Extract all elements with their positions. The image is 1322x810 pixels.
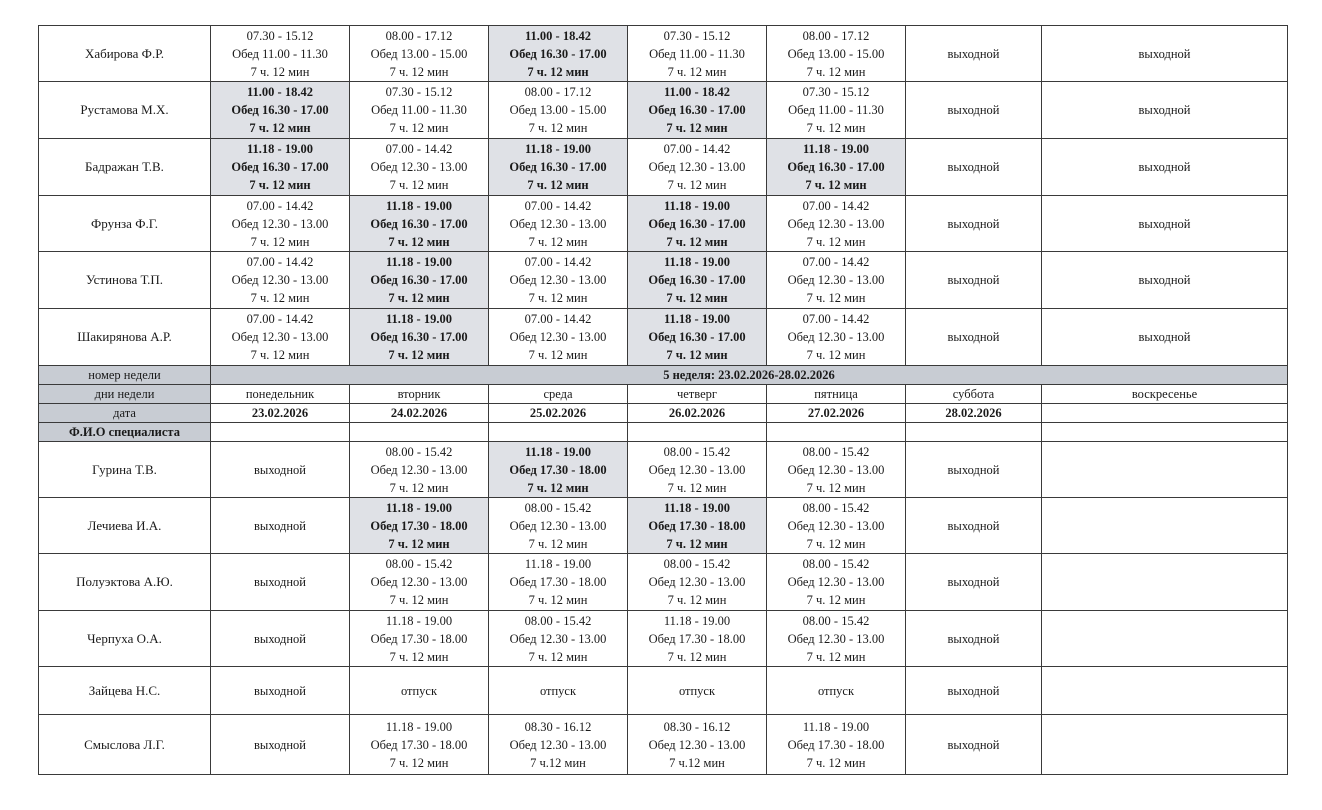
shift-cell xyxy=(628,252,767,309)
shift-duration: 7 ч. 12 мин xyxy=(250,64,310,79)
day-off-cell: выходной xyxy=(906,715,1042,775)
employee-name: Полуэктова А.Ю. xyxy=(39,554,211,611)
shift-cell xyxy=(350,196,489,252)
table-row xyxy=(39,667,1288,715)
employee-name: Фрунза Ф.Г. xyxy=(39,196,211,252)
lunch-break: Обед 12.30 - 13.00 xyxy=(509,737,607,752)
shift-hours: 07.30 - 15.12 xyxy=(663,28,731,43)
day-off-cell xyxy=(1042,611,1288,667)
shift-duration: 7 ч. 12 мин xyxy=(527,480,589,495)
shift-hours: 07.00 - 14.42 xyxy=(524,198,592,213)
table-row xyxy=(39,139,1288,196)
shift-duration: 7 ч. 12 мин xyxy=(528,593,588,607)
table-row xyxy=(39,442,1288,498)
lunch-break: Обед 16.30 - 17.00 xyxy=(370,273,468,287)
day-off-cell: отпуск xyxy=(767,667,906,715)
lunch-break: Обед 11.00 - 11.30 xyxy=(649,46,745,61)
day-header: вторник xyxy=(350,385,489,404)
day-off-cell xyxy=(1042,498,1288,554)
table-row xyxy=(39,82,1288,139)
shift-cell xyxy=(628,139,767,196)
lunch-break: Обед 16.30 - 17.00 xyxy=(648,103,746,117)
date-header: 24.02.2026 xyxy=(350,404,489,423)
lunch-break: Обед 12.30 - 13.00 xyxy=(509,631,607,646)
shift-duration: 7 ч. 12 мин xyxy=(806,121,866,135)
table-row xyxy=(39,611,1288,667)
shift-cell xyxy=(350,26,489,82)
shift-duration: 7 ч. 12 мин xyxy=(666,536,728,551)
day-off-cell: отпуск xyxy=(489,667,628,715)
day-header: суббота xyxy=(906,385,1042,404)
shift-duration: 7 ч. 12 мин xyxy=(528,234,588,249)
shift-hours: 11.18 - 19.00 xyxy=(664,312,730,326)
shift-cell xyxy=(489,26,628,82)
shift-hours: 08.00 - 15.42 xyxy=(802,557,870,571)
shift-cell xyxy=(628,82,767,139)
shift-cell xyxy=(628,196,767,252)
table-row xyxy=(39,554,1288,611)
day-off-cell: выходной xyxy=(906,554,1042,611)
shift-duration: 7 ч. 12 мин xyxy=(528,348,588,362)
shift-cell xyxy=(767,554,906,611)
shift-cell xyxy=(489,139,628,196)
shift-hours: 07.00 - 14.42 xyxy=(802,198,870,213)
empty-cell xyxy=(211,423,350,442)
lunch-break: Обед 12.30 - 13.00 xyxy=(648,462,746,477)
shift-duration: 7 ч. 12 мин xyxy=(527,64,589,79)
shift-duration: 7 ч. 12 мин xyxy=(389,593,449,607)
lunch-break: Обед 16.30 - 17.00 xyxy=(509,160,607,174)
shift-duration: 7 ч. 12 мин xyxy=(805,178,867,192)
shift-hours: 07.30 - 15.12 xyxy=(246,28,314,43)
day-off-cell: выходной xyxy=(1042,26,1288,82)
day-off-cell: выходной xyxy=(906,309,1042,366)
shift-hours: 11.18 - 19.00 xyxy=(802,719,870,734)
shift-duration: 7 ч. 12 мин xyxy=(389,755,449,770)
shift-duration: 7 ч. 12 мин xyxy=(806,234,866,249)
shift-cell xyxy=(767,611,906,667)
table-row xyxy=(39,498,1288,554)
lunch-break: Обед 17.30 - 18.00 xyxy=(370,631,468,646)
shift-duration: 7 ч. 12 мин xyxy=(388,291,450,305)
shift-duration: 7 ч. 12 мин xyxy=(806,64,866,79)
lunch-break: Обед 12.30 - 13.00 xyxy=(231,330,329,344)
date-header: 25.02.2026 xyxy=(489,404,628,423)
shift-hours: 07.30 - 15.12 xyxy=(385,85,453,99)
shift-hours: 08.00 - 15.42 xyxy=(802,613,870,628)
shift-cell xyxy=(767,82,906,139)
shift-duration: 7 ч. 12 мин xyxy=(528,291,588,305)
shift-duration: 7 ч. 12 мин xyxy=(666,291,728,305)
employee-name: Шакирянова А.Р. xyxy=(39,309,211,366)
shift-cell xyxy=(628,26,767,82)
shift-hours: 08.30 - 16.12 xyxy=(524,719,592,734)
empty-cell xyxy=(489,423,628,442)
shift-cell xyxy=(350,498,489,554)
shift-cell xyxy=(767,309,906,366)
shift-duration: 7 ч. 12 мин xyxy=(389,178,449,192)
employee-name: Гурина Т.В. xyxy=(39,442,211,498)
lunch-break: Обед 16.30 - 17.00 xyxy=(648,273,746,287)
lunch-break: Обед 12.30 - 13.00 xyxy=(509,273,607,287)
shift-duration: 7 ч. 12 мин xyxy=(250,348,310,362)
shift-hours: 07.00 - 14.42 xyxy=(524,255,592,269)
shift-cell xyxy=(628,554,767,611)
lunch-break: Обед 12.30 - 13.00 xyxy=(648,737,746,752)
shift-hours: 08.00 - 17.12 xyxy=(385,28,453,43)
shift-cell xyxy=(350,611,489,667)
lunch-break: Обед 12.30 - 13.00 xyxy=(787,216,885,231)
shift-hours: 11.18 - 19.00 xyxy=(247,142,313,156)
shift-hours: 11.18 - 19.00 xyxy=(386,312,452,326)
shift-cell xyxy=(628,498,767,554)
shift-duration: 7 ч. 12 мин xyxy=(806,755,866,770)
lunch-break: Обед 12.30 - 13.00 xyxy=(787,462,885,477)
day-header: понедельник xyxy=(211,385,350,404)
shift-duration: 7 ч. 12 мин xyxy=(806,536,866,551)
shift-duration: 7 ч. 12 мин xyxy=(667,64,727,79)
shift-duration: 7 ч. 12 мин xyxy=(667,178,727,192)
shift-cell xyxy=(628,442,767,498)
employee-name: Лечиева И.А. xyxy=(39,498,211,554)
shift-duration: 7 ч. 12 мин xyxy=(806,348,866,362)
day-off-cell: выходной xyxy=(211,498,350,554)
shift-duration: 7 ч.12 мин xyxy=(530,755,586,770)
shift-duration: 7 ч. 12 мин xyxy=(388,348,450,362)
shift-cell xyxy=(350,442,489,498)
shift-duration: 7 ч.12 мин xyxy=(669,755,725,770)
shift-cell xyxy=(767,139,906,196)
shift-hours: 07.00 - 14.42 xyxy=(802,312,870,326)
employee-name: Зайцева Н.С. xyxy=(39,667,211,715)
lunch-break: Обед 12.30 - 13.00 xyxy=(509,330,607,344)
lunch-break: Обед 17.30 - 18.00 xyxy=(787,737,885,752)
table-row xyxy=(39,196,1288,252)
lunch-break: Обед 16.30 - 17.00 xyxy=(370,216,468,231)
shift-hours: 11.18 - 19.00 xyxy=(525,142,591,156)
lunch-break: Обед 11.00 - 11.30 xyxy=(788,103,884,117)
lunch-break: Обед 17.30 - 18.00 xyxy=(648,518,746,533)
lunch-break: Обед 16.30 - 17.00 xyxy=(648,330,746,344)
schedule-table xyxy=(38,25,1288,775)
day-off-cell: выходной xyxy=(1042,196,1288,252)
shift-hours: 08.00 - 15.42 xyxy=(663,557,731,571)
shift-cell xyxy=(350,252,489,309)
days-label: дни недели xyxy=(39,385,211,404)
week-title: 5 неделя: 23.02.2026-28.02.2026 xyxy=(211,366,1288,385)
shift-hours: 08.00 - 17.12 xyxy=(524,85,592,99)
shift-hours: 11.00 - 18.42 xyxy=(525,28,591,43)
day-off-cell: выходной xyxy=(211,715,350,775)
day-off-cell: выходной xyxy=(906,82,1042,139)
day-header: четверг xyxy=(628,385,767,404)
lunch-break: Обед 16.30 - 17.00 xyxy=(509,46,607,61)
shift-hours: 11.18 - 19.00 xyxy=(803,142,869,156)
shift-duration: 7 ч. 12 мин xyxy=(528,649,588,664)
shift-cell xyxy=(489,196,628,252)
shift-duration: 7 ч. 12 мин xyxy=(250,291,310,305)
shift-cell xyxy=(767,442,906,498)
shift-hours: 11.18 - 19.00 xyxy=(385,719,453,734)
week-number-label: номер недели xyxy=(39,366,211,385)
lunch-break: Обед 13.00 - 15.00 xyxy=(787,46,885,61)
shift-cell xyxy=(211,26,350,82)
shift-hours: 08.00 - 15.42 xyxy=(802,500,870,515)
employee-name: Бадражан Т.В. xyxy=(39,139,211,196)
day-off-cell: выходной xyxy=(906,252,1042,309)
employee-name: Хабирова Ф.Р. xyxy=(39,26,211,82)
lunch-break: Обед 12.30 - 13.00 xyxy=(370,160,468,174)
day-off-cell: выходной xyxy=(906,139,1042,196)
shift-hours: 08.00 - 15.42 xyxy=(524,613,592,628)
shift-hours: 07.00 - 14.42 xyxy=(246,198,314,213)
shift-duration: 7 ч. 12 мин xyxy=(250,234,310,249)
shift-duration: 7 ч. 12 мин xyxy=(528,121,588,135)
day-off-cell: выходной xyxy=(211,667,350,715)
day-off-cell xyxy=(1042,442,1288,498)
lunch-break: Обед 11.00 - 11.30 xyxy=(232,46,328,61)
table-row xyxy=(39,309,1288,366)
shift-hours: 11.18 - 19.00 xyxy=(386,255,452,269)
day-off-cell xyxy=(1042,715,1288,775)
lunch-break: Обед 16.30 - 17.00 xyxy=(787,160,885,174)
empty-cell xyxy=(767,423,906,442)
lunch-break: Обед 12.30 - 13.00 xyxy=(509,216,607,231)
day-header: среда xyxy=(489,385,628,404)
shift-hours: 11.18 - 19.00 xyxy=(524,557,592,571)
shift-hours: 07.30 - 15.12 xyxy=(802,85,870,99)
lunch-break: Обед 13.00 - 15.00 xyxy=(509,103,607,117)
lunch-break: Обед 17.30 - 18.00 xyxy=(509,462,607,477)
day-off-cell: выходной xyxy=(211,554,350,611)
shift-duration: 7 ч. 12 мин xyxy=(666,234,728,249)
shift-hours: 11.18 - 19.00 xyxy=(664,500,730,515)
empty-cell xyxy=(1042,423,1288,442)
lunch-break: Обед 12.30 - 13.00 xyxy=(787,330,885,344)
shift-cell xyxy=(211,139,350,196)
lunch-break: Обед 17.30 - 18.00 xyxy=(648,631,746,646)
shift-cell xyxy=(489,82,628,139)
shift-duration: 7 ч. 12 мин xyxy=(527,178,589,192)
shift-hours: 08.00 - 15.42 xyxy=(385,444,453,459)
shift-hours: 11.00 - 18.42 xyxy=(247,85,313,99)
date-label: дата xyxy=(39,404,211,423)
shift-duration: 7 ч. 12 мин xyxy=(389,64,449,79)
shift-hours: 11.18 - 19.00 xyxy=(525,444,591,459)
shift-hours: 07.00 - 14.42 xyxy=(663,142,731,156)
empty-cell xyxy=(628,423,767,442)
shift-cell xyxy=(628,309,767,366)
shift-cell xyxy=(489,498,628,554)
employee-name: Смыслова Л.Г. xyxy=(39,715,211,775)
shift-hours: 07.00 - 14.42 xyxy=(246,312,314,326)
lunch-break: Обед 12.30 - 13.00 xyxy=(231,216,329,231)
shift-cell xyxy=(350,309,489,366)
week4-rows xyxy=(39,26,1288,366)
lunch-break: Обед 12.30 - 13.00 xyxy=(787,518,885,533)
shift-duration: 7 ч. 12 мин xyxy=(667,649,727,664)
shift-cell xyxy=(350,82,489,139)
table-row xyxy=(39,715,1288,775)
shift-hours: 11.18 - 19.00 xyxy=(386,198,452,213)
shift-cell xyxy=(628,715,767,775)
lunch-break: Обед 11.00 - 11.30 xyxy=(371,103,467,117)
shift-cell xyxy=(767,26,906,82)
lunch-break: Обед 16.30 - 17.00 xyxy=(370,330,468,344)
shift-hours: 07.00 - 14.42 xyxy=(802,255,870,269)
shift-hours: 07.00 - 14.42 xyxy=(246,255,314,269)
shift-hours: 08.00 - 15.42 xyxy=(802,444,870,459)
day-off-cell xyxy=(1042,554,1288,611)
day-header: пятница xyxy=(767,385,906,404)
shift-hours: 08.00 - 15.42 xyxy=(524,500,592,515)
shift-cell xyxy=(350,554,489,611)
day-off-cell xyxy=(1042,667,1288,715)
week5-rows xyxy=(39,442,1288,775)
shift-hours: 07.00 - 14.42 xyxy=(524,312,592,326)
week5-header xyxy=(39,366,1288,442)
shift-duration: 7 ч. 12 мин xyxy=(667,593,727,607)
shift-duration: 7 ч. 12 мин xyxy=(806,593,866,607)
shift-cell xyxy=(211,82,350,139)
day-off-cell: выходной xyxy=(906,26,1042,82)
shift-cell xyxy=(489,611,628,667)
lunch-break: Обед 16.30 - 17.00 xyxy=(231,103,329,117)
shift-cell xyxy=(767,715,906,775)
lunch-break: Обед 17.30 - 18.00 xyxy=(370,737,468,752)
lunch-break: Обед 12.30 - 13.00 xyxy=(648,160,746,174)
day-off-cell: выходной xyxy=(211,611,350,667)
day-off-cell: выходной xyxy=(906,611,1042,667)
lunch-break: Обед 17.30 - 18.00 xyxy=(370,518,468,533)
table-row xyxy=(39,26,1288,82)
shift-duration: 7 ч. 12 мин xyxy=(388,234,450,249)
shift-duration: 7 ч. 12 мин xyxy=(666,121,728,135)
shift-hours: 11.18 - 19.00 xyxy=(386,500,452,515)
shift-cell xyxy=(211,252,350,309)
day-off-cell: выходной xyxy=(906,196,1042,252)
shift-duration: 7 ч. 12 мин xyxy=(389,649,449,664)
shift-cell xyxy=(489,309,628,366)
day-off-cell: выходной xyxy=(1042,309,1288,366)
shift-duration: 7 ч. 12 мин xyxy=(249,178,311,192)
fio-label: Ф.И.О специалиста xyxy=(39,423,211,442)
shift-cell xyxy=(767,196,906,252)
lunch-break: Обед 12.30 - 13.00 xyxy=(370,575,468,589)
shift-hours: 11.18 - 19.00 xyxy=(663,613,731,628)
day-off-cell: отпуск xyxy=(350,667,489,715)
shift-duration: 7 ч. 12 мин xyxy=(528,536,588,551)
table-row xyxy=(39,252,1288,309)
day-off-cell: отпуск xyxy=(628,667,767,715)
shift-duration: 7 ч. 12 мин xyxy=(249,121,311,135)
shift-hours: 08.00 - 15.42 xyxy=(385,557,453,571)
shift-cell xyxy=(489,252,628,309)
shift-cell xyxy=(489,442,628,498)
lunch-break: Обед 13.00 - 15.00 xyxy=(370,46,468,61)
shift-cell xyxy=(767,252,906,309)
date-header: 28.02.2026 xyxy=(906,404,1042,423)
shift-hours: 11.18 - 19.00 xyxy=(385,613,453,628)
day-off-cell: выходной xyxy=(906,667,1042,715)
shift-cell xyxy=(350,139,489,196)
shift-hours: 08.00 - 15.42 xyxy=(663,444,731,459)
day-off-cell: выходной xyxy=(906,442,1042,498)
date-header xyxy=(1042,404,1288,423)
lunch-break: Обед 12.30 - 13.00 xyxy=(787,273,885,287)
lunch-break: Обед 16.30 - 17.00 xyxy=(231,160,329,174)
shift-hours: 08.00 - 17.12 xyxy=(802,28,870,43)
empty-cell xyxy=(350,423,489,442)
day-off-cell: выходной xyxy=(1042,82,1288,139)
lunch-break: Обед 12.30 - 13.00 xyxy=(370,462,468,477)
shift-cell xyxy=(767,498,906,554)
employee-name: Устинова Т.П. xyxy=(39,252,211,309)
lunch-break: Обед 17.30 - 18.00 xyxy=(509,575,607,589)
shift-duration: 7 ч. 12 мин xyxy=(666,348,728,362)
shift-duration: 7 ч. 12 мин xyxy=(389,480,449,495)
date-header: 27.02.2026 xyxy=(767,404,906,423)
shift-cell xyxy=(211,309,350,366)
empty-cell xyxy=(906,423,1042,442)
shift-cell xyxy=(350,715,489,775)
shift-duration: 7 ч. 12 мин xyxy=(667,480,727,495)
lunch-break: Обед 16.30 - 17.00 xyxy=(648,216,746,231)
shift-duration: 7 ч. 12 мин xyxy=(806,291,866,305)
shift-hours: 11.00 - 18.42 xyxy=(664,85,730,99)
day-off-cell: выходной xyxy=(1042,252,1288,309)
lunch-break: Обед 12.30 - 13.00 xyxy=(509,518,607,533)
shift-hours: 08.30 - 16.12 xyxy=(663,719,731,734)
shift-duration: 7 ч. 12 мин xyxy=(388,536,450,551)
day-off-cell: выходной xyxy=(906,498,1042,554)
day-header: воскресенье xyxy=(1042,385,1288,404)
lunch-break: Обед 12.30 - 13.00 xyxy=(648,575,746,589)
shift-hours: 11.18 - 19.00 xyxy=(664,198,730,213)
employee-name: Черпуха О.А. xyxy=(39,611,211,667)
shift-hours: 07.00 - 14.42 xyxy=(385,142,453,156)
lunch-break: Обед 12.30 - 13.00 xyxy=(787,631,885,646)
day-off-cell: выходной xyxy=(1042,139,1288,196)
day-off-cell: выходной xyxy=(211,442,350,498)
lunch-break: Обед 12.30 - 13.00 xyxy=(787,575,885,589)
shift-duration: 7 ч. 12 мин xyxy=(389,121,449,135)
shift-hours: 11.18 - 19.00 xyxy=(664,255,730,269)
lunch-break: Обед 12.30 - 13.00 xyxy=(231,273,329,287)
employee-name: Рустамова М.Х. xyxy=(39,82,211,139)
shift-cell xyxy=(211,196,350,252)
date-header: 26.02.2026 xyxy=(628,404,767,423)
shift-cell xyxy=(628,611,767,667)
date-header: 23.02.2026 xyxy=(211,404,350,423)
shift-cell xyxy=(489,715,628,775)
shift-cell xyxy=(489,554,628,611)
shift-duration: 7 ч. 12 мин xyxy=(806,480,866,495)
shift-duration: 7 ч. 12 мин xyxy=(806,649,866,664)
